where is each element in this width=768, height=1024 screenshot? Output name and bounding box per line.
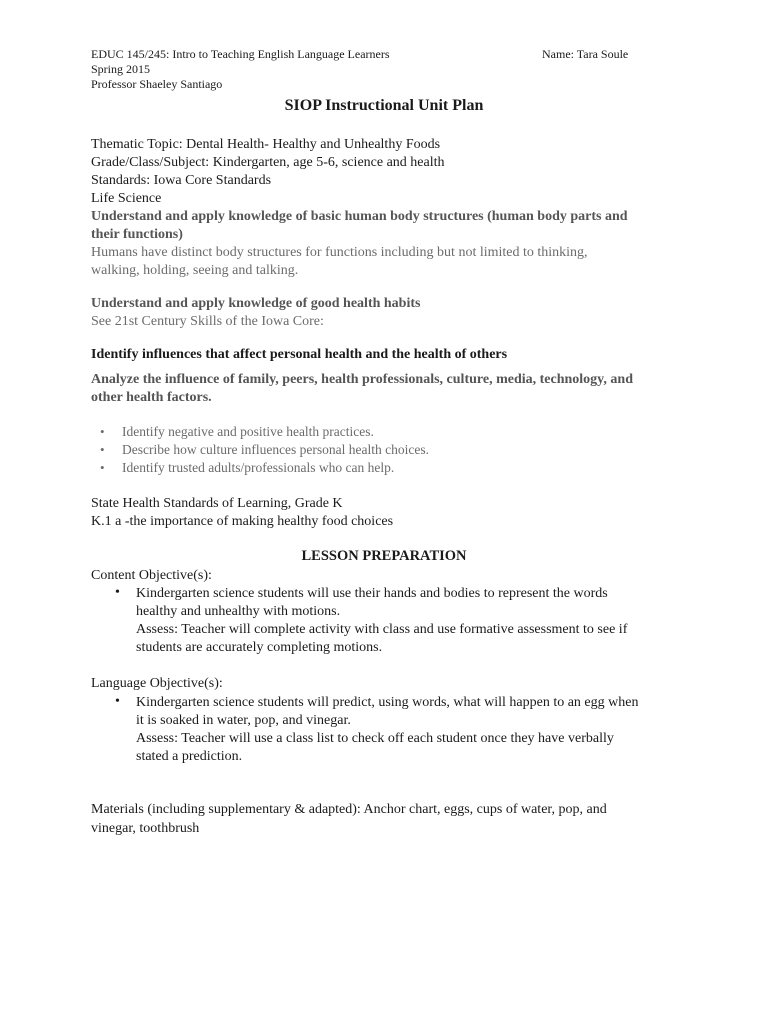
standard3-sub-line2: other health factors. <box>91 390 212 405</box>
bullet-icon: • <box>100 442 105 457</box>
standard3-bullet-1: Identify negative and positive health practices. <box>122 424 374 439</box>
content-objective-line1: Kindergarten science students will use their hands and bodies to represent the words <box>136 586 608 601</box>
content-assess-line2: students are accurately completing motions. <box>136 640 383 655</box>
standard1-desc-line1: Humans have distinct body structures for functions including but not limited to thinking, <box>91 245 588 260</box>
course-title: EDUC 145/245: Intro to Teaching English Language Learners <box>91 47 390 61</box>
bullet-icon: • <box>115 694 120 709</box>
standard2-heading: Understand and apply knowledge of good health habits <box>91 296 421 311</box>
standard1-heading-line2: their functions) <box>91 227 183 242</box>
language-objective-line2: it is soaked in water, pop, and vinegar. <box>136 713 351 728</box>
standard3-sub-line1: Analyze the influence of family, peers, health professionals, culture, media, technology, and <box>91 372 633 387</box>
state-standard-k1: K.1 a -the importance of making healthy food choices <box>91 514 394 529</box>
student-name: Name: Tara Soule <box>542 47 629 61</box>
term: Spring 2015 <box>91 62 151 76</box>
materials-line2: vinegar, toothbrush <box>91 821 200 836</box>
language-objective-line1: Kindergarten science students will predict, using words, what will happen to an egg when <box>136 695 639 710</box>
language-assess-line2: stated a prediction. <box>136 749 243 764</box>
materials-line1: Materials (including supplementary & adapted): Anchor chart, eggs, cups of water, pop, and <box>91 802 607 817</box>
standard3-heading: Identify influences that affect personal health and the health of others <box>91 347 508 362</box>
grade-subject: Grade/Class/Subject: Kindergarten, age 5-6, science and health <box>91 155 445 170</box>
language-objective-label: Language Objective(s): <box>91 676 223 691</box>
page-title: SIOP Instructional Unit Plan <box>284 97 484 114</box>
language-assess-line1: Assess: Teacher will use a class list to check off each student once they have verbally <box>136 731 614 746</box>
standard2-desc: See 21st Century Skills of the Iowa Core: <box>91 314 324 329</box>
content-objective-label: Content Objective(s): <box>91 568 212 583</box>
content-assess-line1: Assess: Teacher will complete activity with class and use formative assessment to see if <box>136 622 628 637</box>
bullet-icon: • <box>100 424 105 439</box>
bullet-icon: • <box>115 585 120 600</box>
standard1-heading-line1: Understand and apply knowledge of basic human body structures (human body parts and <box>91 209 628 224</box>
thematic-topic: Thematic Topic: Dental Health- Healthy and Unhealthy Foods <box>91 137 441 152</box>
content-objective-line2: healthy and unhealthy with motions. <box>136 604 341 619</box>
standard1-desc-line2: walking, holding, seeing and talking. <box>91 263 299 278</box>
lesson-preparation-heading: LESSON PREPARATION <box>301 548 467 564</box>
standard3-bullet-2: Describe how culture influences personal health choices. <box>122 442 430 457</box>
state-standard-title: State Health Standards of Learning, Grade K <box>91 496 343 511</box>
professor: Professor Shaeley Santiago <box>91 77 223 91</box>
standard3-bullet-3: Identify trusted adults/professionals who can help. <box>122 460 395 475</box>
bullet-icon: • <box>100 460 105 475</box>
life-science: Life Science <box>91 191 162 206</box>
standards: Standards: Iowa Core Standards <box>91 173 272 188</box>
